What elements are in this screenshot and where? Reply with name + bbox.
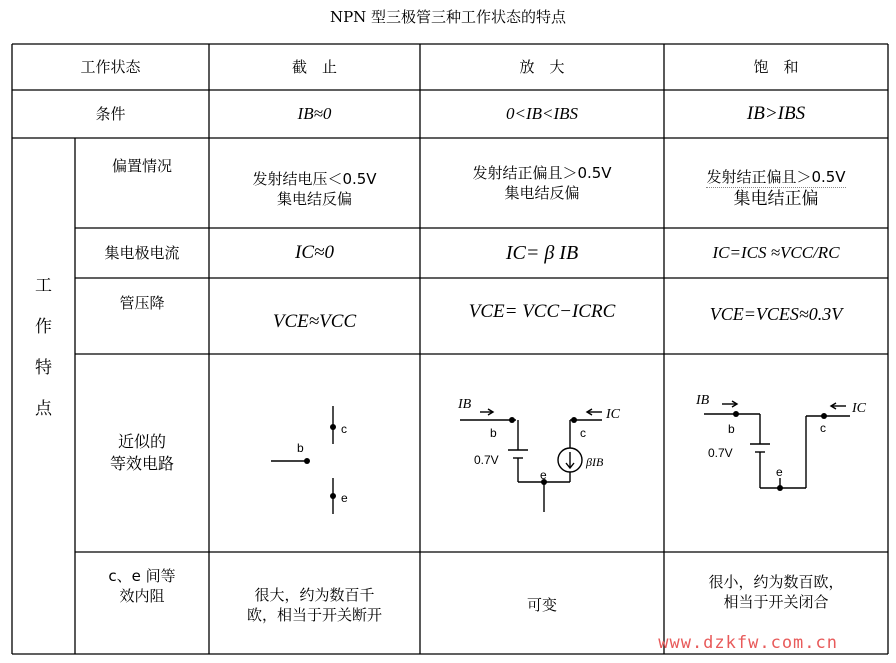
resistance-line: 欧，相当于开关断开 xyxy=(246,606,382,624)
bias-line: 发射结电压＜0.5V xyxy=(252,169,377,188)
bias-label: 偏置情况 xyxy=(111,156,172,175)
voltage-drop-cutoff: VCE≈VCC xyxy=(272,311,357,333)
bias-line: 发射结正偏且＞0.5V xyxy=(706,167,845,188)
page-title: NPN 型三极管三种工作状态的特点 xyxy=(329,8,567,26)
equiv-circuit-label xyxy=(75,354,209,552)
watermark: www.dzkfw.com.cn xyxy=(658,633,838,653)
condition-amplify: 0<IB<IBS xyxy=(505,103,579,123)
bias-saturation xyxy=(664,150,888,228)
label-e: e xyxy=(341,491,348,505)
voltage-drop-label: 管压降 xyxy=(119,293,165,312)
condition-label: 条件 xyxy=(95,104,126,123)
label-b: b xyxy=(728,422,735,436)
label-c: c xyxy=(341,422,347,436)
label-ic: IC xyxy=(606,407,620,422)
collector-current-label: 集电极电流 xyxy=(104,243,180,262)
resistance-amplify: 可变 xyxy=(526,595,557,614)
resistance-line: 相当于开关闭合 xyxy=(723,593,829,611)
feature-group-label xyxy=(12,138,75,558)
bias-cutoff xyxy=(209,150,420,228)
label-beta-ib: βIB xyxy=(586,455,604,469)
resistance-line: 很小，约为数百欧， xyxy=(708,572,844,591)
header-cutoff: 截 止 xyxy=(291,57,337,76)
header-saturation: 饱 和 xyxy=(753,57,799,76)
voltage-drop-saturation: VCE=VCES≈0.3V xyxy=(709,303,843,324)
header-state: 工作状态 xyxy=(80,57,141,76)
resistance-line: 很大，约为数百千 xyxy=(254,585,375,604)
resistance-label-line: c、e 间等 xyxy=(108,566,176,585)
label-c: c xyxy=(820,421,826,435)
condition-saturation: IB>IBS xyxy=(746,103,806,125)
bias-line: 集电结正偏 xyxy=(733,189,819,210)
bias-line: 发射结正偏且＞0.5V xyxy=(472,163,612,182)
label-ib: IB xyxy=(458,397,472,412)
collector-current-cutoff: IC≈0 xyxy=(295,242,334,264)
voltage-drop-amplify: VCE= VCC−ICRC xyxy=(468,301,616,323)
feature-char: 作 xyxy=(35,317,52,338)
label-e: e xyxy=(540,468,547,482)
collector-current-amplify: IC= β IB xyxy=(505,241,579,264)
cutoff-equiv-circuit xyxy=(209,354,420,552)
label-c: c xyxy=(580,426,586,440)
label-0-7v: 0.7V xyxy=(708,446,733,460)
condition-cutoff: IB≈0 xyxy=(297,103,332,123)
saturation-equiv-circuit xyxy=(664,354,888,552)
feature-char: 特 xyxy=(35,358,52,378)
amplify-equiv-circuit xyxy=(420,354,664,552)
resistance-cutoff xyxy=(209,560,420,650)
label-b: b xyxy=(490,426,497,440)
label-ic: IC xyxy=(852,401,866,416)
collector-current-saturation: IC=ICS ≈VCC/RC xyxy=(712,242,840,262)
equiv-label-line: 近似的 xyxy=(117,432,166,452)
feature-char: 工 xyxy=(35,276,52,297)
resistance-saturation xyxy=(664,552,888,632)
label-e: e xyxy=(776,465,783,479)
equiv-label-line: 等效电路 xyxy=(109,454,174,473)
feature-char: 点 xyxy=(35,398,52,419)
header-amplify: 放 大 xyxy=(519,57,565,76)
label-0-7v: 0.7V xyxy=(474,453,499,467)
bias-line: 集电结反偏 xyxy=(504,184,580,202)
label-b: b xyxy=(297,441,304,455)
label-ib: IB xyxy=(696,393,710,408)
bias-amplify xyxy=(420,144,664,222)
bias-line: 集电结反偏 xyxy=(276,190,352,208)
resistance-label xyxy=(75,556,209,616)
resistance-label-line: 效内阻 xyxy=(119,587,165,605)
